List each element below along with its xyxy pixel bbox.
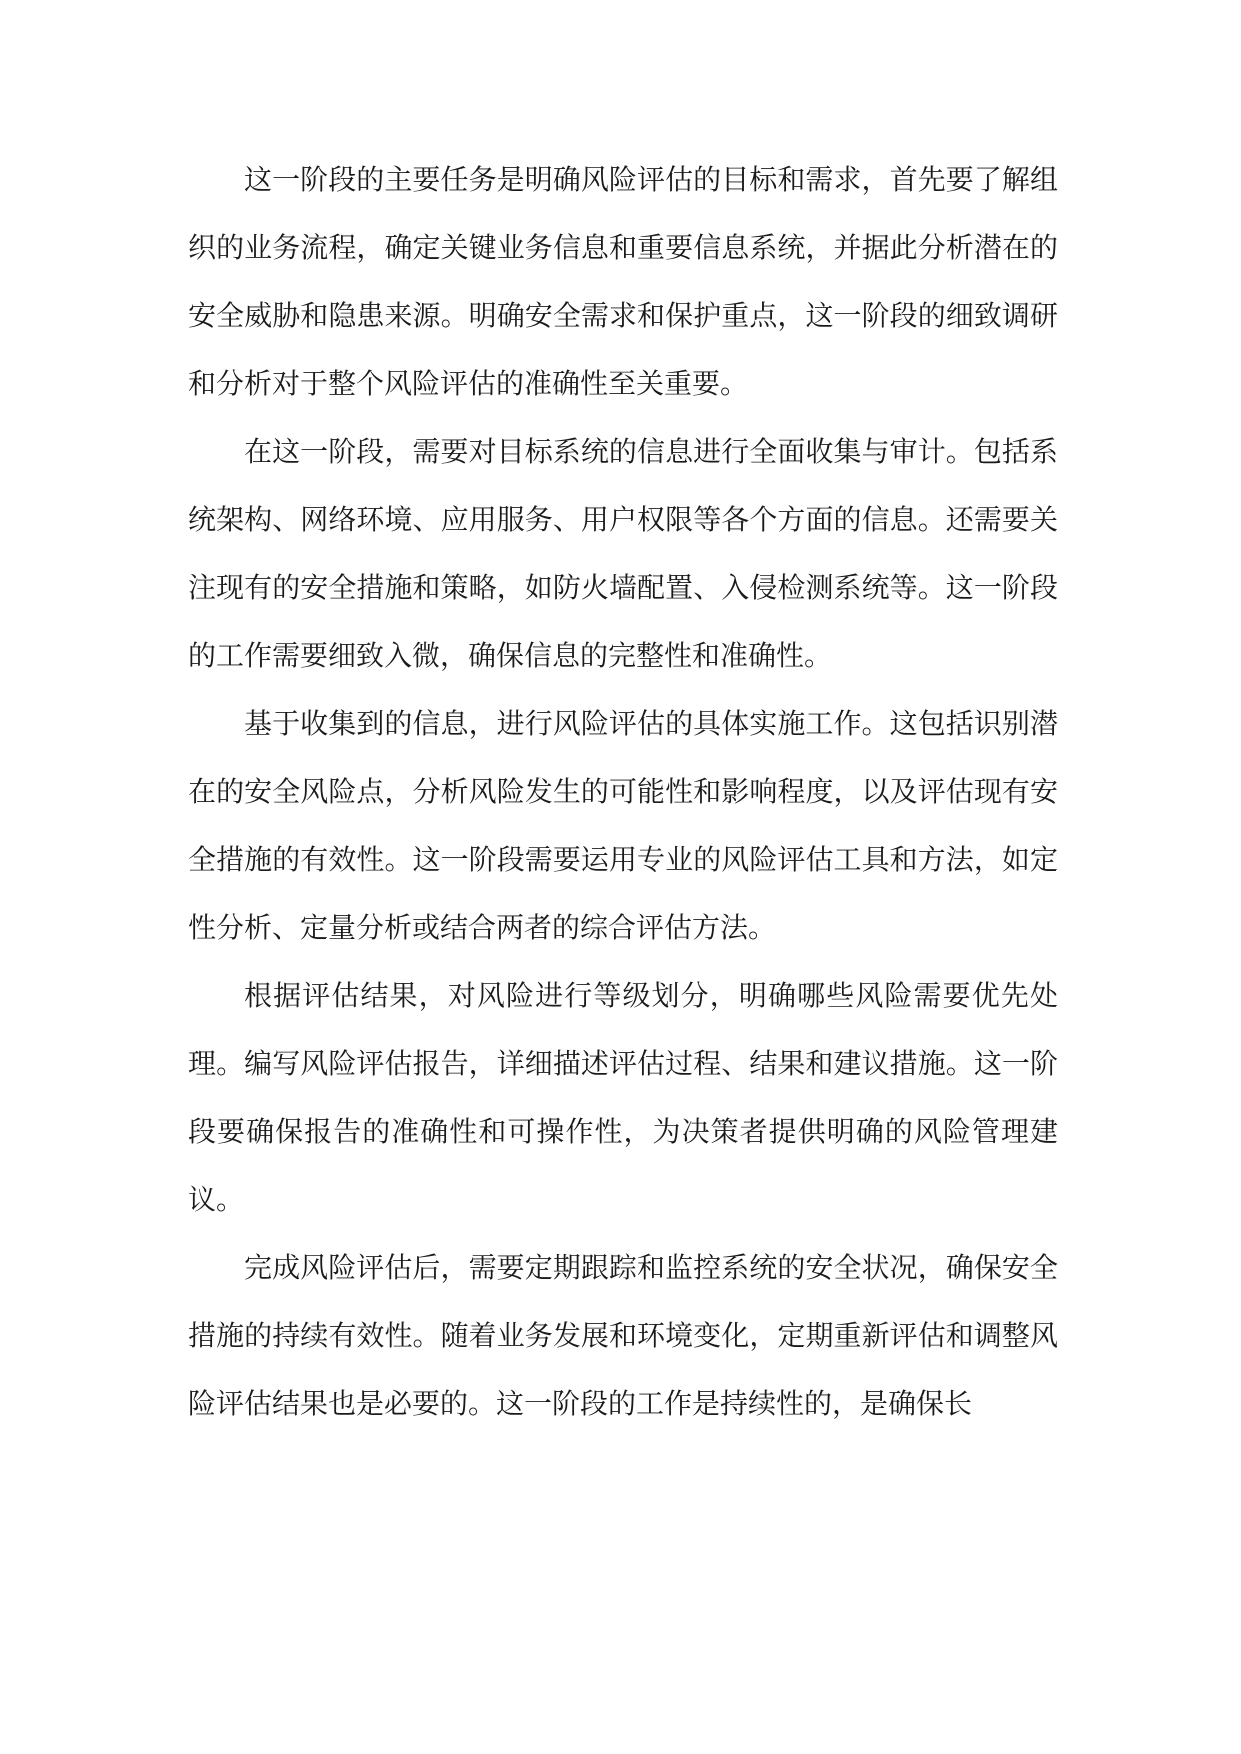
paragraph-1: 这一阶段的主要任务是明确风险评估的目标和需求，首先要了解组织的业务流程，确定关键业务信息和重要信息系统，并据此分析潜在的安全威胁和隐患来源。明确安全需求和保护重点，这一阶段的细致调研和分析对于整个风险评估的准确性至关重要。 [188,163,1058,400]
paragraph-3: 基于收集到的信息，进行风险评估的具体实施工作。这包括识别潜在的安全风险点，分析风险发生的可能性和影响程度，以及评估现有安全措施的有效性。这一阶段需要运用专业的风险评估工具和方法，如定性分析、定量分析或结合两者的综合评估方法。 [188,707,1058,944]
paragraph-5: 完成风险评估后，需要定期跟踪和监控系统的安全状况，确保安全措施的持续有效性。随着业务发展和环境变化，定期重新评估和调整风险评估结果也是必要的。这一阶段的工作是持续性的，是确保长 [188,1251,1058,1420]
paragraph-4: 根据评估结果，对风险进行等级划分，明确哪些风险需要优先处理。编写风险评估报告，详细描述评估过程、结果和建议措施。这一阶段要确保报告的准确性和可操作性，为决策者提供明确的风险管理建议。 [188,979,1058,1216]
body-text [188,146,1058,1438]
paragraph-2: 在这一阶段，需要对目标系统的信息进行全面收集与审计。包括系统架构、网络环境、应用服务、用户权限等各个方面的信息。还需要关注现有的安全措施和策略，如防火墙配置、入侵检测系统等。这一阶段的工作需要细致入微，确保信息的完整性和准确性。 [188,435,1058,672]
